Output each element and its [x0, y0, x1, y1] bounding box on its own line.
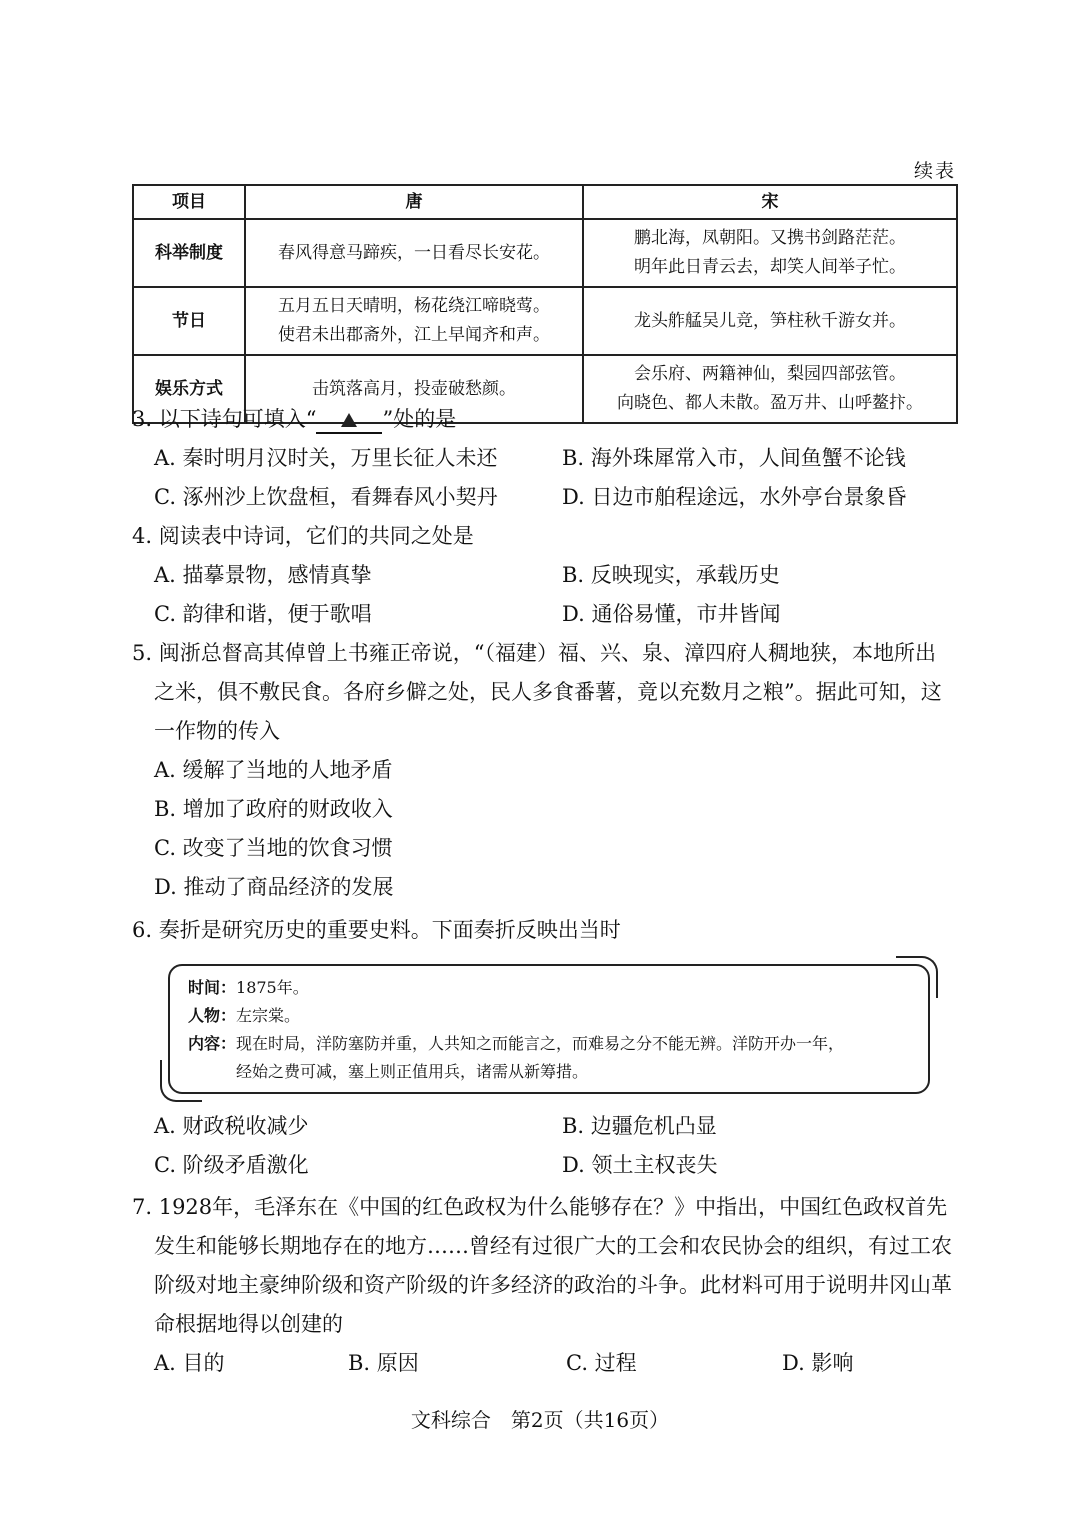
decorative-corner	[160, 1060, 202, 1102]
poem-line: 五月五日天晴明，杨花绕江啼晓莺。	[278, 296, 550, 316]
song-cell	[583, 219, 957, 287]
continuation-label: 续表	[913, 160, 956, 182]
option-b[interactable]: B. 增加了政府的财政收入	[154, 797, 393, 821]
poem-comparison-table	[132, 184, 958, 424]
decorative-corner	[896, 956, 938, 998]
option-c[interactable]: C. 阶级矛盾激化	[154, 1153, 309, 1177]
poem-line: 春风得意马蹄疾，一日看尽长安花。	[278, 242, 550, 263]
header-item: 项目	[133, 185, 245, 219]
memo-label: 时间：	[188, 978, 237, 997]
memo-label: 人物：	[188, 1006, 237, 1025]
memo-value: 左宗棠。	[236, 1006, 301, 1025]
stem-text: ”处的是	[382, 407, 457, 431]
memo-content	[188, 1030, 912, 1058]
table-row	[133, 219, 957, 287]
option-c[interactable]: C. 改变了当地的饮食习惯	[154, 836, 393, 860]
option-c[interactable]: C. 涿州沙上饮盘桓，看舞春风小契丹	[154, 485, 498, 509]
poem-line: 向晓色、都人未散。盈万井、山呼鳌抃。	[617, 393, 923, 413]
table-row	[133, 287, 957, 355]
option-a[interactable]: A. 财政税收减少	[154, 1114, 309, 1138]
question-stem: 4. 阅读表中诗词，它们的共同之处是	[132, 524, 474, 548]
option-d[interactable]: D. 推动了商品经济的发展	[154, 875, 394, 899]
poem-line: 龙头舴艋吴儿竞，笋柱秋千游女并。	[634, 310, 906, 331]
row-label: 科举制度	[133, 219, 245, 287]
table-header-row	[133, 185, 957, 219]
question-7	[132, 1188, 952, 1383]
poem-line: 会乐府、两籍神仙，梨园四部弦管。	[634, 364, 906, 384]
memorial-excerpt-box	[168, 964, 930, 1094]
triangle-placeholder-icon	[341, 413, 357, 427]
option-b[interactable]: B. 反映现实，承载历史	[562, 563, 780, 587]
option-d[interactable]: D. 日边市舶程途远，水外亭台景象昏	[562, 485, 907, 509]
stem-text: 3. 以下诗句可填入“	[132, 407, 317, 431]
question-stem: 5. 闽浙总督高其倬曾上书雍正帝说，“（福建）福、兴、泉、漳四府人稠地狭，本地所出之米，俱不敷民食。各府乡僻之处，民人多食番薯，竟以充数月之粮”。据此可知，这一作物的传入	[132, 641, 942, 743]
option-d[interactable]: D. 影响	[782, 1351, 854, 1375]
option-b[interactable]: B. 原因	[348, 1351, 419, 1375]
question-stem: 6. 奏折是研究历史的重要史料。下面奏折反映出当时	[132, 918, 621, 942]
option-d[interactable]: D. 领土主权丧失	[562, 1153, 718, 1177]
option-c[interactable]: C. 过程	[566, 1351, 637, 1375]
page-footer: 文科综合 第2页（共16页）	[410, 1408, 670, 1432]
poem-line: 使君未出郡斋外，江上早闻齐和声。	[278, 325, 550, 345]
header-song: 宋	[583, 185, 957, 219]
header-tang: 唐	[245, 185, 583, 219]
option-b[interactable]: B. 海外珠犀常入市，人间鱼蟹不论钱	[562, 446, 906, 470]
memo-time	[188, 974, 912, 1002]
row-label: 节日	[133, 287, 245, 355]
memo-label: 内容：	[188, 1034, 237, 1053]
poem-line: 鹏北海，凤朝阳。又携书剑路茫茫。	[634, 228, 906, 248]
song-cell	[583, 287, 957, 355]
question-3	[132, 400, 952, 517]
row-label: 娱乐方式	[133, 355, 245, 423]
question-stem	[132, 400, 952, 439]
memo-person	[188, 1002, 912, 1030]
poem-line: 明年此日青云去，却笑人间举子忙。	[634, 257, 906, 277]
memo-value: 1875年。	[236, 978, 309, 997]
question-stem: 7. 1928年，毛泽东在《中国的红色政权为什么能够存在？》中指出，中国红色政权首先发生和能够长期地存在的地方……曾经有过很广大的工会和农民协会的组织，有过工农阶级对地主豪绅阶级和资产阶级的许多经济的政治的斗争。此材料可用于说明井冈山革命根据地得以创建的	[132, 1195, 952, 1336]
option-c[interactable]: C. 韵律和谐，便于歌唱	[154, 602, 372, 626]
option-a[interactable]: A. 秦时明月汉时关，万里长征人未还	[154, 446, 498, 470]
question-4	[132, 517, 952, 634]
option-d[interactable]: D. 通俗易懂，市井皆闻	[562, 602, 781, 626]
tang-cell	[245, 219, 583, 287]
tang-cell	[245, 287, 583, 355]
fill-blank	[316, 406, 382, 434]
question-6	[132, 911, 952, 950]
question-5	[132, 634, 952, 907]
option-a[interactable]: A. 描摹景物，感情真挚	[154, 563, 372, 587]
memo-value: 现在时局，洋防塞防并重，人共知之而能言之，而难易之分不能无辨。洋防开办一年，	[236, 1034, 845, 1053]
question-6-options	[132, 1107, 952, 1185]
option-a[interactable]: A. 目的	[154, 1351, 225, 1375]
memo-content-continued: 经始之费可减，塞上则正值用兵，诸需从新筹措。	[236, 1062, 589, 1081]
poem-line: 击筑落高月，投壶破愁颜。	[312, 378, 516, 399]
option-a[interactable]: A. 缓解了当地的人地矛盾	[154, 758, 393, 782]
option-b[interactable]: B. 边疆危机凸显	[562, 1114, 717, 1138]
